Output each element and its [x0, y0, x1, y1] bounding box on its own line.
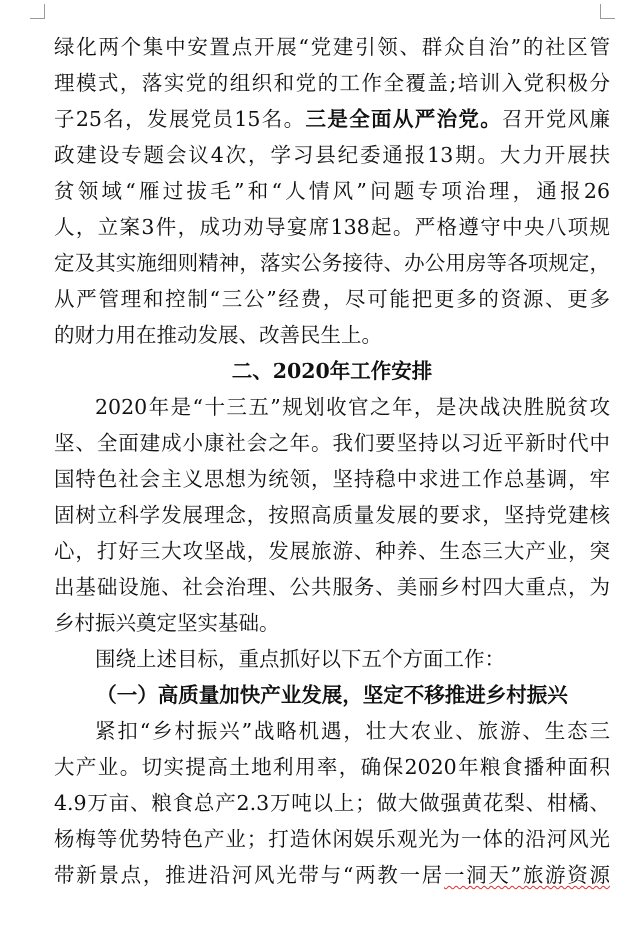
- text-line: 人，立案3件，成功劝导宴席138起。严格遵守中央八项规: [54, 215, 610, 239]
- section-heading: 二、2020年工作安排: [231, 359, 433, 383]
- paragraph-first-line: 紧扣“乡村振兴”战略机遇，壮大农业、旅游、生态三: [95, 719, 610, 743]
- text-line: 绿化两个集中安置点开展“党建引领、群众自治”的社区管: [54, 35, 610, 59]
- text-line: 固树立科学发展理念，按照高质量发展的要求，坚持党建核: [54, 503, 610, 527]
- text-line: 的财力用在推动发展、改善民生上。: [54, 323, 382, 347]
- text-line: 国特色社会主义思想为统领，坚持稳中求进工作总基调，牢: [54, 467, 610, 491]
- text-line: 心，打好三大攻坚战，发展旅游、种养、生态三大产业，突: [54, 539, 610, 563]
- subsection-heading: （一）高质量加快产业发展，坚定不移推进乡村振兴: [96, 683, 568, 707]
- text-line: [54, 104, 610, 134]
- text-line: 政建设专题会议4次，学习县纪委通报13期。大力开展扶: [54, 143, 610, 167]
- text-line: 从严管理和控制“三公”经费，尽可能把更多的资源、更多: [54, 287, 610, 311]
- text-span: 带新景点，推进沿河风光带与“两教一居: [54, 863, 444, 887]
- text-line: 坚、全面建成小康社会之年。我们要坚持以习近平新时代中: [54, 431, 610, 455]
- text-line: 定及其实施细则精神，落实公务接待、办公用房等各项规定，: [54, 251, 610, 275]
- text-line: 杨梅等优势特色产业；打造休闲娱乐观光为一体的沿河风光: [54, 827, 610, 851]
- bold-point-three: 三是全面从严治党。: [305, 107, 503, 131]
- text-line: 大产业。切实提高土地利用率，确保2020年粮食播种面积: [54, 755, 610, 779]
- text-line: 乡村振兴奠定坚实基础。: [54, 611, 280, 635]
- paragraph-first-line: 2020年是“十三五”规划收官之年，是决战决胜脱贫攻: [95, 395, 610, 419]
- text-span: 召开党风廉: [502, 107, 611, 131]
- spellcheck-underlined-text: 一洞天”旅游资源: [443, 863, 610, 887]
- text-line: 理模式，落实党的组织和党的工作全覆盖;培训入党积极分: [54, 71, 610, 95]
- page-corner-mark-top-right: [600, 4, 615, 19]
- text-span: 子25名，发展党员15名。: [54, 107, 306, 131]
- text-line: 贫领域“雁过拔毛”和“人情风”问题专项治理，通报26: [54, 179, 610, 203]
- paragraph-first-line: 围绕上述目标，重点抓好以下五个方面工作：: [95, 647, 505, 671]
- text-line: [54, 860, 610, 890]
- text-line: 4.9万亩、粮食总产2.3万吨以上；做大做强黄花梨、柑橘、: [54, 791, 610, 815]
- text-line: 出基础设施、社会治理、公共服务、美丽乡村四大重点，为: [54, 575, 610, 599]
- page-corner-mark-top-left: [30, 4, 45, 19]
